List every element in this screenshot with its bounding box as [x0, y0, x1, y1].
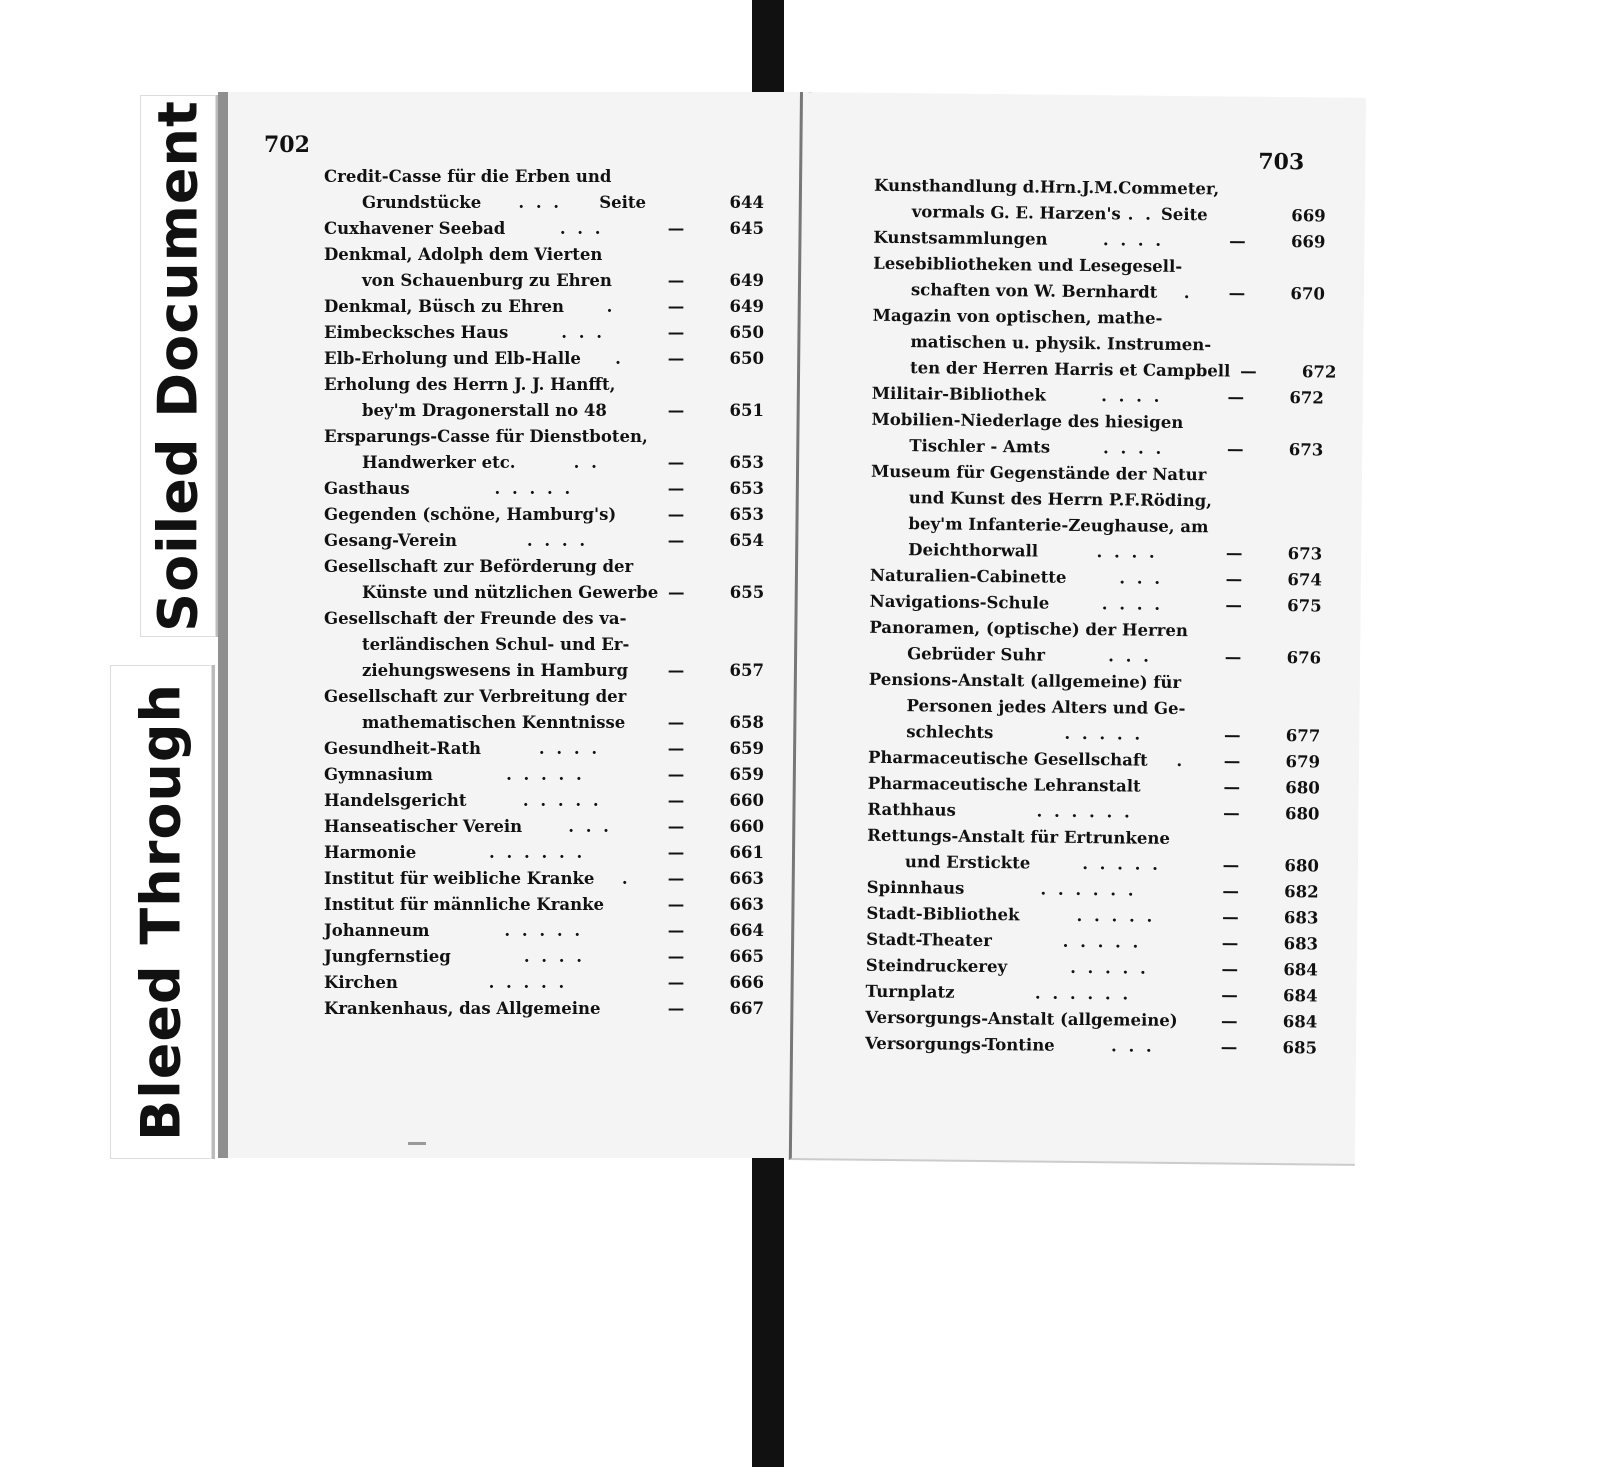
ditto-dash: — [1220, 1037, 1238, 1057]
ditto-dash: — [1222, 881, 1240, 901]
entry-title: und Erstickte [904, 852, 1031, 873]
leader-dots: . [606, 297, 616, 316]
entry-line [324, 346, 764, 372]
page-reference: 683 [1283, 934, 1319, 954]
ditto-dash: — [1225, 595, 1242, 615]
entry-title: Jungfernstieg [324, 947, 451, 966]
page-reference: 659 [729, 765, 764, 784]
ditto-dash: — [1220, 1011, 1238, 1031]
entry-title: Rathhaus [867, 799, 956, 820]
leader-dots: . . . . . [1062, 931, 1142, 952]
binding-strip-top [752, 0, 784, 92]
entry-title: Credit-Casse für die Erben und [324, 167, 612, 186]
entry-title: Turnplatz [865, 981, 955, 1002]
entry-title: ten der Herren Harris et Campbell [910, 358, 1231, 381]
entry-title: von Schauenburg zu Ehren [362, 271, 612, 290]
entry-title: Gymnasium [324, 765, 433, 784]
soiled-document-label: Soiled Document [146, 100, 210, 632]
entry-line [324, 840, 764, 866]
index-entry [324, 606, 764, 684]
entry-line [324, 918, 764, 944]
entry-title: bey'm Dragonerstall no 48 [362, 401, 607, 420]
entry-line [865, 1031, 1317, 1062]
page-reference: 661 [729, 843, 764, 862]
entry-title: Grundstücke [362, 193, 482, 212]
index-list [324, 164, 764, 1022]
leader-dots: . . . . . . [1040, 879, 1137, 900]
page-reference: 659 [729, 739, 764, 758]
page-reference: 684 [1282, 1012, 1318, 1032]
ditto-dash: — [1229, 231, 1246, 251]
entry-line [324, 866, 764, 892]
ditto-dash: — [667, 271, 685, 290]
page-reference: 669 [1291, 206, 1326, 226]
ditto-dash: — [1224, 647, 1242, 667]
index-entry [324, 762, 764, 788]
page-reference: 673 [1287, 544, 1323, 564]
entry-line [324, 164, 764, 190]
entry-title: Handwerker etc. [362, 453, 516, 472]
leader-dots: . . . . . [504, 921, 584, 940]
entry-title: Versorgungs-Tontine [864, 1033, 1055, 1055]
index-entry [873, 251, 1326, 308]
ditto-dash: — [667, 947, 685, 966]
entry-title: matischen u. physik. Instrumen- [910, 332, 1212, 355]
right-page [789, 92, 1366, 1166]
ditto-dash: — [1223, 777, 1241, 797]
leader-dots: . [1183, 283, 1193, 303]
ditto-dash: — [1221, 959, 1239, 979]
ditto-dash: — [667, 297, 685, 316]
seite-label: Seite [599, 193, 646, 212]
ditto-dash: — [1225, 543, 1243, 563]
entry-title: Gegenden (schöne, Hamburg's) [324, 505, 617, 524]
ditto-dash: — [1221, 933, 1239, 953]
entry-title: Tischler - Amts [909, 436, 1051, 457]
entry-title: Panoramen, (optische) der Herren [869, 617, 1189, 641]
leader-dots: . . . . [1096, 542, 1158, 562]
ditto-dash: — [667, 505, 685, 524]
entry-line [324, 944, 764, 970]
index-entry [870, 459, 1323, 568]
entry-title: Kunstsammlungen [873, 227, 1048, 249]
index-entry [324, 164, 764, 216]
page-reference: 663 [729, 869, 764, 888]
entry-title: Stadt-Bibliothek [866, 903, 1020, 925]
entry-title: Gasthaus [324, 479, 410, 498]
entry-continuation-line [324, 580, 764, 606]
entry-title: Versorgungs-Anstalt (allgemeine) [865, 1007, 1178, 1031]
leader-dots [1141, 792, 1214, 793]
seite-label: Seite [1160, 204, 1208, 225]
ditto-dash: — [667, 713, 685, 732]
entry-line [324, 554, 764, 580]
page-reference: 672 [1289, 388, 1324, 408]
leader-dots: . . . [561, 323, 605, 342]
leader-dots: . . . . . [1082, 853, 1162, 874]
entry-title: Gebrüder Suhr [907, 644, 1046, 665]
page-reference: 649 [729, 297, 764, 316]
ditto-dash: — [667, 999, 685, 1018]
ditto-dash: — [667, 661, 685, 680]
page-reference: 654 [729, 531, 764, 550]
index-entry [324, 788, 764, 814]
ditto-dash: — [1221, 985, 1238, 1005]
ditto-dash: — [667, 973, 685, 992]
index-list [864, 173, 1337, 1062]
entry-line [324, 242, 764, 268]
ditto-dash: — [1222, 855, 1240, 875]
entry-title: Navigations-Schule [869, 591, 1050, 613]
ditto-dash: — [667, 401, 685, 420]
entry-line [324, 762, 764, 788]
entry-line [324, 424, 764, 450]
entry-line [324, 476, 764, 502]
binding-strip-bottom [752, 1150, 784, 1467]
leader-dots: . [615, 349, 624, 368]
ditto-dash: — [667, 895, 685, 914]
page-reference: 667 [729, 999, 764, 1018]
page-reference: 682 [1284, 882, 1319, 902]
leader-dots: . . . . [1103, 438, 1165, 458]
ditto-dash: — [1223, 751, 1241, 771]
leader-dots: . . . . [1101, 594, 1164, 614]
entry-title: Cuxhavener Seebad [324, 219, 506, 238]
entry-title: Mobilien-Niederlage des hiesigen [871, 409, 1184, 433]
entry-title: mathematischen Kenntnisse [362, 713, 626, 732]
index-entry [869, 615, 1322, 672]
leader-dots: . . . . . [522, 791, 602, 810]
page-reference: 653 [729, 453, 764, 472]
leader-dots: . . . . . [506, 765, 585, 784]
entry-line [324, 996, 764, 1022]
page-reference: 672 [1301, 362, 1337, 382]
entry-title: Naturalien-Cabinette [869, 565, 1067, 587]
entry-continuation-line [324, 450, 764, 476]
leader-dots: . [621, 869, 631, 888]
leader-dots: . . . . [1102, 230, 1165, 250]
ditto-dash: — [667, 349, 685, 368]
page-reference: 653 [729, 505, 764, 524]
leader-dots: . . . . [526, 531, 589, 550]
left-page [218, 92, 812, 1158]
index-entry [324, 996, 764, 1022]
page-reference: 658 [729, 713, 764, 732]
entry-title: Hanseatischer Verein [324, 817, 523, 836]
page-reference: 685 [1282, 1038, 1318, 1058]
entry-continuation-line [324, 658, 764, 684]
ditto-dash: — [1223, 725, 1241, 745]
leader-dots: . . . . . . [1036, 801, 1133, 822]
entry-title: Gesellschaft zur Beförderung der [324, 557, 634, 576]
leader-dots: . . . . . . [489, 843, 586, 862]
page-reference: 669 [1290, 232, 1326, 252]
entry-title: Elb-Erholung und Elb-Halle [324, 349, 581, 368]
leader-dots: . . . . . . [1034, 983, 1132, 1004]
index-entry [324, 944, 764, 970]
page-reference: 657 [729, 661, 764, 680]
entry-line [324, 216, 764, 242]
leader-dots: . . . [1110, 1036, 1155, 1056]
entry-title: Künste und nützlichen Gewerbe [362, 583, 659, 602]
ditto-dash: — [667, 531, 685, 550]
entry-title: vormals G. E. Harzen's [911, 202, 1121, 224]
entry-continuation-line [324, 190, 764, 216]
entry-title: Institut für weibliche Kranke [324, 869, 595, 888]
index-entry [865, 1031, 1317, 1062]
leader-dots: . . . . [523, 947, 586, 966]
entry-title: Rettungs-Anstalt für Ertrunkene [867, 825, 1171, 848]
page-reference: 663 [729, 895, 764, 914]
entry-line [324, 372, 764, 398]
page-reference: 650 [729, 323, 764, 342]
ditto-dash: — [1223, 803, 1240, 823]
entry-title: Eimbecksches Haus [324, 323, 509, 342]
page-reference: 683 [1283, 908, 1319, 928]
index-entry [868, 667, 1321, 750]
index-entry [324, 554, 764, 606]
entry-title: Gesellschaft der Freunde des va- [324, 609, 627, 628]
entry-title: bey'm Infanterie-Zeughause, am [908, 514, 1209, 537]
page-reference: 664 [729, 921, 764, 940]
leader-dots: . . . . [538, 739, 601, 758]
index-entry [324, 502, 764, 528]
bleed-through-tab [110, 665, 212, 1159]
ditto-dash: — [1222, 907, 1239, 927]
entry-line [324, 736, 764, 762]
index-entry [324, 970, 764, 996]
entry-title: ziehungswesens in Hamburg [362, 661, 628, 680]
page-reference: 680 [1284, 856, 1320, 876]
entry-title: terländischen Schul- und Er- [362, 635, 630, 654]
entry-title: Institut für männliche Kranke [324, 895, 605, 914]
index-entry [324, 476, 764, 502]
ditto-dash: — [667, 869, 685, 888]
ditto-dash: — [667, 843, 685, 862]
entry-title: Museum für Gegenstände der Natur [870, 461, 1207, 485]
page-reference: 644 [729, 193, 764, 212]
page-reference: 650 [729, 349, 764, 368]
page-reference: 649 [729, 271, 764, 290]
entry-title: Lesebibliotheken und Lesegesell- [873, 253, 1183, 277]
entry-title: Handelsgericht [324, 791, 467, 810]
page-reference: 677 [1285, 726, 1321, 746]
index-entry [324, 892, 764, 918]
ditto-dash: — [667, 791, 685, 810]
page-reference: 675 [1287, 596, 1322, 616]
entry-title: Harmonie [324, 843, 417, 862]
page-reference: 660 [729, 791, 764, 810]
entry-title: Denkmal, Adolph dem Vierten [324, 245, 603, 264]
entry-title: und Kunst des Herrn P.F.Röding, [908, 488, 1213, 511]
ditto-dash: — [667, 921, 685, 940]
index-entry [324, 736, 764, 762]
ditto-dash: — [1226, 439, 1244, 459]
entry-title: schlechts [906, 722, 994, 743]
index-entry [324, 528, 764, 554]
ditto-dash: — [667, 817, 685, 836]
page-reference: 680 [1285, 778, 1320, 798]
entry-line [324, 502, 764, 528]
index-entry [324, 294, 764, 320]
index-entry [324, 814, 764, 840]
leader-dots: . . . . [1101, 386, 1163, 406]
entry-line [324, 528, 764, 554]
leader-dots: . . . . . [494, 479, 574, 498]
entry-title: Stadt-Theater [866, 929, 993, 951]
leader-dots: . . [1127, 204, 1155, 224]
index-entry [324, 918, 764, 944]
page-reference: 660 [729, 817, 764, 836]
entry-line [324, 814, 764, 840]
leader-dots: . . . [568, 817, 612, 836]
page-reference: 676 [1286, 648, 1322, 668]
page-reference: 655 [729, 583, 765, 602]
entry-title: Pharmaceutische Gesellschaft [867, 747, 1148, 770]
page-reference: 653 [729, 479, 764, 498]
leader-dots: . . [573, 453, 600, 472]
leader-dots: . . . [1119, 568, 1164, 588]
entry-title: Pensions-Anstalt (allgemeine) für [868, 669, 1182, 693]
page-reference: 684 [1283, 986, 1318, 1006]
index-entry [324, 684, 764, 736]
entry-title: Personen jedes Alters und Ge- [906, 696, 1186, 719]
page-reference: 665 [729, 947, 764, 966]
entry-line [324, 684, 764, 710]
ditto-dash: — [667, 453, 685, 472]
page-reference: 680 [1284, 804, 1320, 824]
page-reference: 679 [1285, 752, 1321, 772]
entry-title: Gesang-Verein [324, 531, 457, 550]
entry-continuation-line [324, 398, 764, 424]
leader-dots: . . . . . [488, 973, 568, 992]
entry-continuation-line [324, 632, 764, 658]
ditto-dash: — [1240, 361, 1257, 381]
page-reference: 666 [729, 973, 764, 992]
entry-title: Kirchen [324, 973, 398, 992]
entry-line [324, 970, 764, 996]
index-entry [324, 320, 764, 346]
entry-title: Magazin von optischen, mathe- [872, 305, 1163, 328]
page-reference: 645 [729, 219, 764, 238]
entry-title: Steindruckerey [865, 955, 1008, 977]
index-entry [324, 866, 764, 892]
leader-dots: . . . [518, 193, 563, 212]
ditto-dash: — [1225, 569, 1243, 589]
entry-title: schaften von W. Bernhardt [910, 280, 1158, 302]
page-reference: 651 [729, 401, 764, 420]
ditto-dash: — [667, 323, 685, 342]
index-entry [324, 346, 764, 372]
ditto-dash: — [667, 765, 685, 784]
ditto-dash: — [667, 739, 685, 758]
entry-title: Spinnhaus [866, 877, 965, 898]
entry-title: Kunsthandlung d.Hrn.J.M.Commeter, [873, 175, 1220, 199]
index-entry [324, 372, 764, 424]
index-entry [324, 840, 764, 866]
page-reference: 684 [1283, 960, 1318, 980]
page-reference: 670 [1290, 284, 1326, 304]
index-entry [324, 242, 764, 294]
entry-title: Krankenhaus, das Allgemeine [324, 999, 601, 1018]
leader-dots: . . . [1108, 646, 1153, 666]
entry-line [324, 788, 764, 814]
ditto-dash: — [667, 219, 685, 238]
index-entry [867, 823, 1320, 880]
index-entry [872, 303, 1337, 386]
entry-line [324, 320, 764, 346]
ditto-dash: — [1228, 283, 1246, 303]
leader-dots: . . . . . [1070, 957, 1149, 978]
entry-line [324, 606, 764, 632]
soiled-document-tab [140, 95, 216, 637]
index-entry [874, 173, 1327, 230]
page-number: 702 [264, 132, 310, 158]
entry-line [324, 294, 764, 320]
index-entry [324, 216, 764, 242]
page-reference: 673 [1288, 440, 1324, 460]
page-number: 703 [1258, 148, 1305, 176]
entry-line [324, 892, 764, 918]
index-entry [871, 407, 1324, 464]
entry-title: Militair-Bibliothek [871, 383, 1046, 405]
entry-title: Denkmal, Büsch zu Ehren [324, 297, 565, 316]
entry-continuation-line [324, 710, 764, 736]
leader-dots: . . . . . [1076, 905, 1156, 926]
entry-title: Pharmaceutische Lehranstalt [867, 773, 1141, 796]
page-reference: 674 [1287, 570, 1323, 590]
entry-title: Johanneum [324, 921, 430, 940]
entry-title: Gesundheit-Rath [324, 739, 482, 758]
bleed-through-label: Bleed Through [129, 683, 193, 1141]
ditto-dash: — [1227, 387, 1245, 407]
leader-dots: . . . [559, 219, 604, 238]
entry-title: Erholung des Herrn J. J. Hanfft, [324, 375, 616, 394]
entry-title: Deichthorwall [908, 540, 1039, 561]
ditto-dash: — [667, 583, 685, 602]
ink-mark [408, 1142, 426, 1145]
entry-continuation-line [324, 268, 764, 294]
ditto-dash: — [667, 479, 685, 498]
leader-dots: . . . . . [1064, 723, 1144, 744]
index-entry [324, 424, 764, 476]
leader-dots: . [1176, 750, 1186, 771]
entry-title: Gesellschaft zur Verbreitung der [324, 687, 627, 706]
entry-title: Ersparungs-Casse für Dienstboten, [324, 427, 648, 446]
